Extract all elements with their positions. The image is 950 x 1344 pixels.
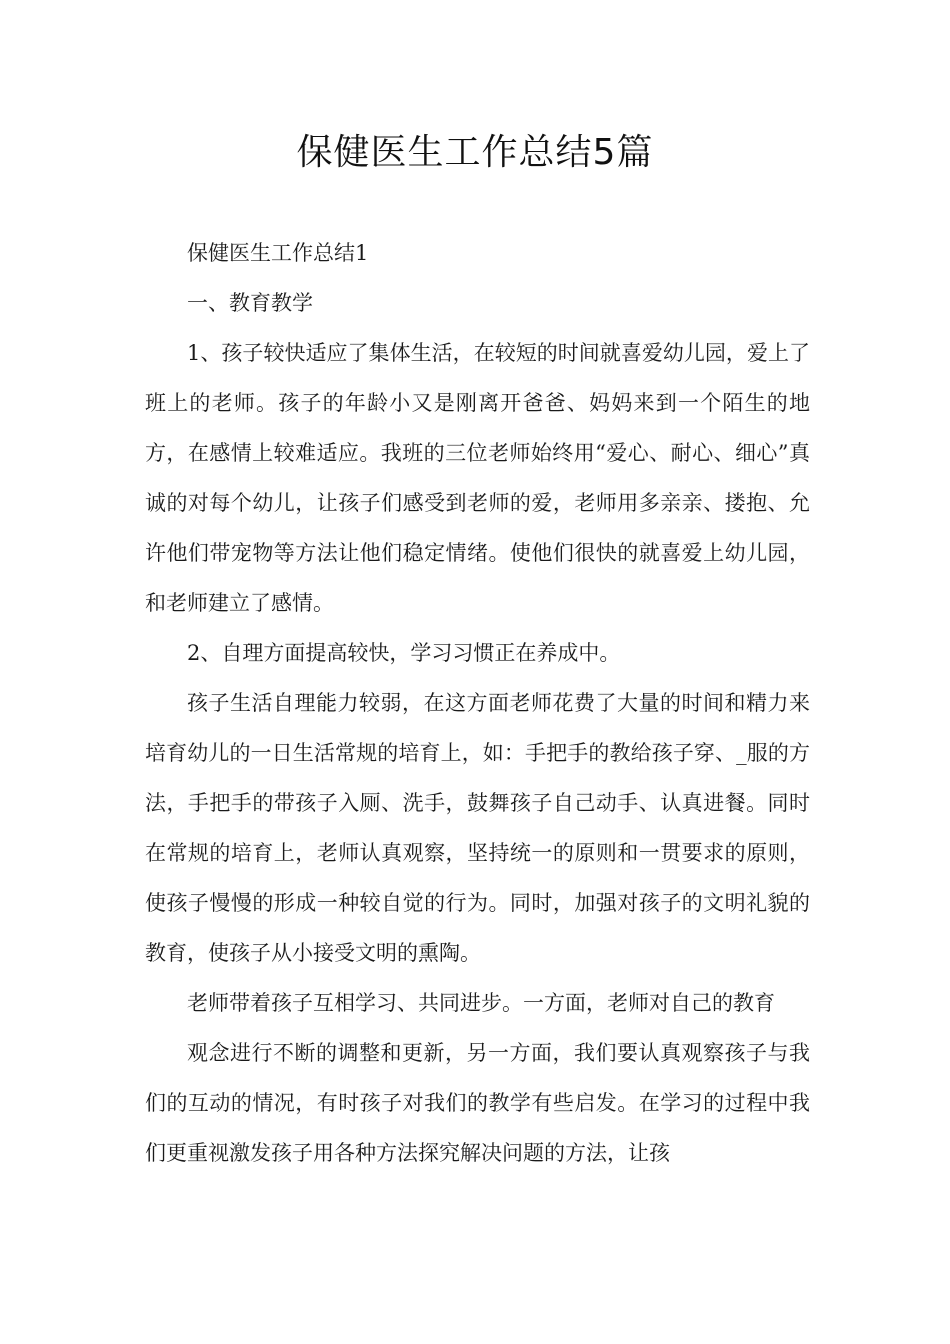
section-heading: 一、教育教学: [187, 291, 313, 315]
subtitle: 保健医生工作总结1: [187, 241, 369, 265]
paragraph: 孩子生活自理能力较弱，在这方面老师花费了大量的时间和精力来培育幼儿的一日生活常规的培育上，如：手把手的教给孩子穿、_服的方法，手把手的带孩子入厕、洗手，鼓舞孩子自己动手、认真进餐。同时在常规的培育上，老师认真观察，坚持统一的原则和一贯要求的原则，使孩子慢慢的形成一种较自觉的行为。同时，加强对孩子的文明礼貌的教育，使孩子从小接受文明的熏陶。: [145, 691, 810, 965]
document-body: [145, 228, 810, 1178]
paragraph: 2、自理方面提高较快，学习习惯正在养成中。: [187, 641, 621, 665]
paragraph: 老师带着孩子互相学习、共同进步。一方面，老师对自己的教育: [187, 991, 775, 1015]
paragraph: 观念进行不断的调整和更新，另一方面，我们要认真观察孩子与我们的互动的情况，有时孩子对我们的教学有些启发。在学习的过程中我们更重视激发孩子用各种方法探究解决问题的方法，让孩: [145, 1041, 810, 1165]
document-title: 保健医生工作总结5篇: [296, 132, 654, 173]
paragraph: 1、孩子较快适应了集体生活，在较短的时间就喜爱幼儿园，爱上了班上的老师。孩子的年龄小又是刚离开爸爸、妈妈来到一个陌生的地方，在感情上较难适应。我班的三位老师始终用“爱心、耐心、细心”真诚的对每个幼儿，让孩子们感受到老师的爱，老师用多亲亲、搂抱、允许他们带宠物等方法让他们稳定情绪。使他们很快的就喜爱上幼儿园，和老师建立了感情。: [145, 341, 810, 615]
